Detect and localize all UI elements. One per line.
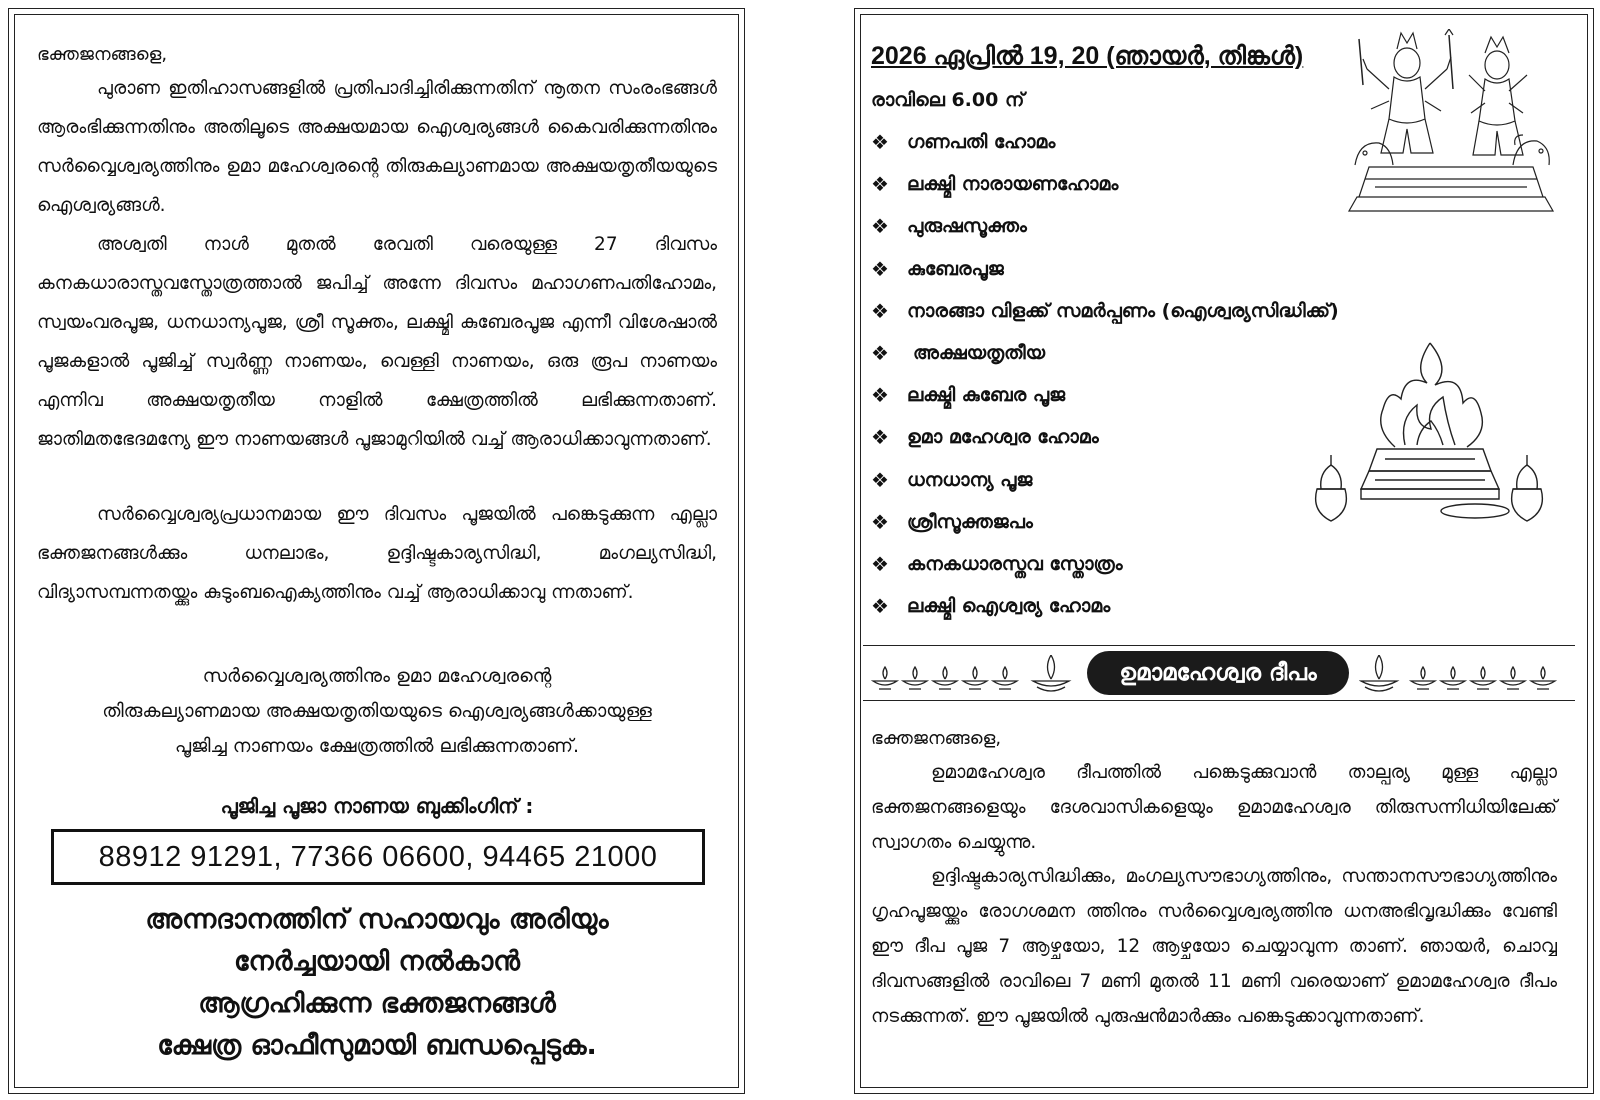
right-page <box>854 8 1594 1094</box>
bullet-icon: ❖ <box>871 509 889 534</box>
ritual-item <box>871 248 1431 290</box>
deity-illustration <box>1345 29 1557 219</box>
left-greeting: ഭക്തജനങ്ങളെ, <box>37 44 168 65</box>
ritual-label: ഉമാ മഹേശ്വര ഹോമം <box>907 426 1099 449</box>
ritual-label: ശ്രീസൂക്തജപം <box>907 510 1033 533</box>
right-greeting: ഭക്തജനങ്ങളെ, <box>871 728 1002 749</box>
ritual-item <box>871 543 1431 585</box>
bullet-icon: ❖ <box>871 298 889 323</box>
ritual-label: അക്ഷയതൃതീയ <box>913 342 1046 365</box>
ritual-label: കനകധാരസ്തവ സ്തോത്രം <box>907 552 1123 575</box>
bullet-icon: ❖ <box>871 256 889 281</box>
homa-illustration <box>1305 339 1555 529</box>
bullet-icon: ❖ <box>871 383 889 408</box>
ritual-label: ഗണപതി ഹോമം <box>907 131 1056 154</box>
ritual-label: കുബേരപൂജ <box>907 257 1004 280</box>
deepam-divider <box>863 645 1575 701</box>
ritual-label: ലക്ഷ്മി കുബേര പൂജ <box>907 384 1066 407</box>
event-time: രാവിലെ 6.00 ന് <box>871 89 1025 111</box>
left-paragraph-3: സർവ്വൈശ്വര്യപ്രധാനമായ ഈ ദിവസം പൂജയിൽ പങ്കെടുക്കുന്ന എല്ലാ ഭക്തജനങ്ങൾക്കും ധനലാഭം, ഉദ്ദിഷ്ടകാര്യസിദ്ധി, മംഗല്യസിദ്ധി, വിദ്യാസമ്പന്നതയ്ക്കും കുടുംബഐക്യത്തിനും വച്ച് ആരാധിക്കാവു ന്നതാണ്. <box>37 504 717 603</box>
coin-availability-note: സർവ്വൈശ്വര്യത്തിനും ഉമാ മഹേശ്വരന്റെ തിരുകല്യാണമായ അക്ഷയതൃതിയയുടെ ഐശ്വര്യങ്ങൾക്കായുള്ള പൂജിച്ച നാണയം ക്ഷേത്രത്തിൽ ലഭിക്കുന്നതാണ്. <box>102 665 652 757</box>
booking-label: പൂജിച്ച പൂജാ നാണയ ബുക്കിംഗിന് : <box>220 794 534 818</box>
bullet-icon: ❖ <box>871 594 889 619</box>
ritual-label: നാരങ്ങാ വിളക്ക് സമർപ്പണം (ഐശ്വര്യസിദ്ധിക്ക്) <box>907 299 1339 322</box>
ritual-item <box>871 585 1431 627</box>
ritual-label: ധനധാന്യ പൂജ <box>907 468 1033 491</box>
bullet-icon: ❖ <box>871 425 889 450</box>
right-paragraph-1: ഉമാമഹേശ്വര ദീപത്തിൽ പങ്കെടുക്കുവാൻ താല്പര്യ മുള്ള എല്ലാ ഭക്തജനങ്ങളെയും ദേശവാസികളെയും ഉമാമഹേശ്വര തിരുസന്നിധിയിലേക്ക് സ്വാഗതം ചെയ്യുന്നു. <box>871 762 1557 853</box>
phone-numbers[interactable]: 88912 91291, 77366 06600, 94465 21000 <box>98 840 658 873</box>
oil-lamp-icon-row-left <box>871 655 1081 693</box>
bullet-icon: ❖ <box>871 130 889 155</box>
bullet-icon: ❖ <box>871 214 889 239</box>
annadanam-appeal: അന്നദാനത്തിന് സഹായവും അരിയും നേർച്ചയായി നൽകാൻ ആഗ്രഹിക്കുന്ന ഭക്തജനങ്ങൾ ക്ഷേത്ര ഓഫീസുമായി ബന്ധപ്പെടുക. <box>145 904 609 1061</box>
left-paragraph-2: അശ്വതി നാൾ മുതൽ രേവതി വരെയുള്ള 27 ദിവസം കനകധാരാസ്തവസ്തോത്രത്താൽ ജപിച്ച് അന്നേ ദിവസം മഹാഗണപതിഹോമം, സ്വയംവരപൂജ, ധനധാന്യപൂജ, ശ്രീ സൂക്തം, ലക്ഷ്മി കുബേരപൂജ എന്നീ വിശേഷാൽ പൂജകളാൽ പൂജിച്ച് സ്വർണ്ണ നാണയം, വെള്ളി നാണയം, ഒരു രൂപ നാണയം എന്നിവ അക്ഷയതൃതീയ നാളിൽ ക്ഷേത്രത്തിൽ ലഭിക്കുന്നതാണ്. ജാതിമതഭേദമന്യേ ഈ നാണയങ്ങൾ പൂജാമുറിയിൽ വച്ച് ആരാധിക്കാവുന്നതാണ്. <box>37 234 717 450</box>
right-paragraph-2: ഉദ്ദിഷ്ടകാര്യസിദ്ധിക്കും, മംഗല്യസൗഭാഗ്യത്തിനും, സന്താനസൗഭാഗ്യത്തിനും ഗൃഹപൂജയ്ക്കും രോഗശമന ത്തിനും സർവ്വൈശ്വര്യത്തിനു ധനഅഭിവൃദ്ധിക്കും വേണ്ടി ഈ ദീപ പൂജ 7 ആഴ്ചയോ, 12 ആഴ്ചയോ ചെയ്യാവുന്ന താണ്. ഞായർ, ചൊവ്വ ദിവസങ്ങളിൽ രാവിലെ 7 മണി മുതൽ 11 മണി വരെയാണ് ഉമാമഹേശ്വര ദീപം നടക്കുന്നത്. ഈ പൂജയിൽ പുരുഷൻമാർക്കും പങ്കെടുക്കാവുന്നതാണ്. <box>871 866 1557 1027</box>
bullet-icon: ❖ <box>871 551 889 576</box>
ritual-item <box>871 290 1431 332</box>
oil-lamp-icon-row-right <box>1359 655 1569 693</box>
deepam-title-badge: ഉമാമഹേശ്വര ദീപം <box>1087 651 1349 695</box>
divider-line-top <box>863 645 1575 646</box>
ritual-label: ലക്ഷ്മി നാരായണഹോമം <box>907 173 1119 196</box>
bullet-icon: ❖ <box>871 172 889 197</box>
bullet-icon: ❖ <box>871 341 889 366</box>
phone-number-box <box>51 829 705 885</box>
left-page <box>8 8 745 1094</box>
divider-line-bottom <box>863 700 1575 701</box>
bullet-icon: ❖ <box>871 467 889 492</box>
ritual-label: പുരുഷസൂക്തം <box>907 215 1027 238</box>
event-date-heading: 2026 ഏപ്രിൽ 19, 20 (ഞായർ, തിങ്കൾ) <box>871 42 1304 70</box>
ritual-label: ലക്ഷ്മി ഐശ്വര്യ ഹോമം <box>907 595 1111 618</box>
left-paragraph-1: പുരാണ ഇതിഹാസങ്ങളിൽ പ്രതിപാദിച്ചിരിക്കുന്നതിന് നൂതന സംരംഭങ്ങൾ ആരംഭിക്കുന്നതിനും അതിലൂടെ അക്ഷയമായ ഐശ്വര്യങ്ങൾ കൈവരിക്കുന്നതിനും സർവ്വൈശ്വര്യത്തിനും ഉമാ മഹേശ്വരന്റെ തിരുകല്യാണമായ അക്ഷയതൃതീയയുടെ ഐശ്വര്യങ്ങൾ. <box>37 78 717 216</box>
